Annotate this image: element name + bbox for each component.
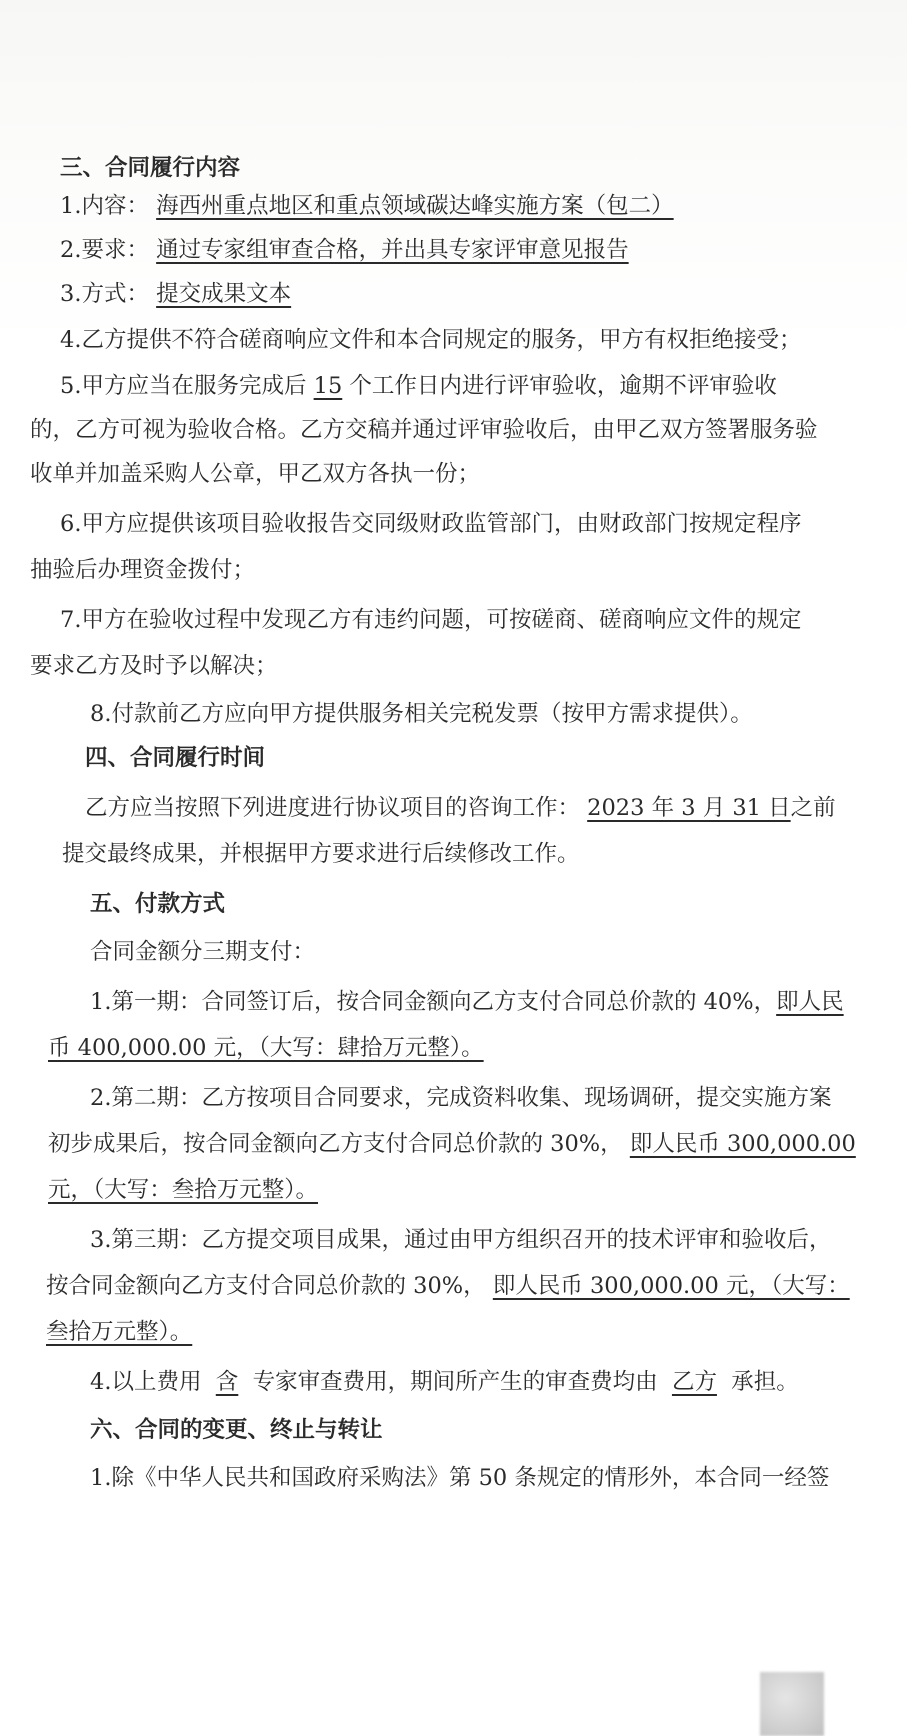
s4-line-1: 乙方应当按照下列进度进行协议项目的咨询工作： 2023 年 3 月 31 日之前 xyxy=(85,795,836,821)
s3-item-5: 5.甲方应当在服务完成后 15 个工作日内进行评审验收，逾期不评审验收 xyxy=(60,373,777,399)
s3-item-6-line-2: 抽验后办理资金拨付； xyxy=(30,557,256,583)
s3-item-7: 7.甲方在验收过程中发现乙方有违约问题，可按磋商、磋商响应文件的规定 xyxy=(60,607,802,633)
s3-item-8: 8.付款前乙方应向甲方提供服务相关完税发票（按甲方需求提供）。 xyxy=(90,701,753,727)
s3-item-6: 6.甲方应提供该项目验收报告交同级财政监管部门，由财政部门按规定程序 xyxy=(60,511,802,537)
section-5-title: 五、付款方式 xyxy=(90,891,226,917)
s5-fee-party: 乙方 xyxy=(671,1369,717,1395)
s3-item-4: 4.乙方提供不符合磋商响应文件和本合同规定的服务，甲方有权拒绝接受； xyxy=(60,327,802,353)
s5-payment-2-line-3: 元，（大写：叁拾万元整）。 xyxy=(48,1177,319,1203)
s3-item-3: 3.方式： 提交成果文本 xyxy=(60,281,292,307)
s5-intro: 合同金额分三期支付： xyxy=(90,939,316,965)
s3-item-5-line-2: 的，乙方可视为验收合格。乙方交稿并通过评审验收后，由甲乙双方签署服务验 xyxy=(30,417,818,443)
s3-item-1: 1.内容： 海西州重点地区和重点领域碳达峰实施方案（包二） xyxy=(60,193,674,219)
s5-payment-3: 3.第三期：乙方提交项目成果，通过由甲方组织召开的技术评审和验收后， xyxy=(90,1227,832,1253)
s5-payment-2-line-2: 初步成果后，按合同金额向乙方支付合同总价款的 30%， 即人民币 300,000.00 xyxy=(48,1131,856,1157)
s5-payment-1: 1.第一期：合同签订后，按合同金额向乙方支付合同总价款的 40%，即人民 xyxy=(90,989,844,1015)
s3-item-5-line-3: 收单并加盖采购人公章，甲乙双方各执一份； xyxy=(30,461,481,487)
s3-item-5-days: 15 xyxy=(313,373,343,399)
s5-payment-3-line-3: 叁拾万元整）。 xyxy=(46,1319,193,1345)
s3-item-1-value: 海西州重点地区和重点领域碳达峰实施方案（包二） xyxy=(156,193,674,219)
s3-item-2: 2.要求： 通过专家组审查合格，并出具专家评审意见报告 xyxy=(60,237,629,263)
section-3-title: 三、合同履行内容 xyxy=(60,155,241,181)
s5-fee-included: 含 xyxy=(215,1369,239,1395)
section-4-title: 四、合同履行时间 xyxy=(85,745,266,771)
s4-line-2: 提交最终成果，并根据甲方要求进行后续修改工作。 xyxy=(62,841,580,867)
s3-item-3-value: 提交成果文本 xyxy=(156,281,292,307)
s3-item-7-line-2: 要求乙方及时予以解决； xyxy=(30,653,278,679)
s3-item-2-value: 通过专家组审查合格，并出具专家评审意见报告 xyxy=(156,237,629,263)
blurred-thumbnail xyxy=(760,1672,824,1736)
s5-payment-3-line-2: 按合同金额向乙方支付合同总价款的 30%， 即人民币 300,000.00 元，（大写： xyxy=(46,1273,850,1299)
s6-item-1: 1.除《中华人民共和国政府采购法》第 50 条规定的情形外，本合同一经签 xyxy=(90,1465,830,1491)
s5-payment-1-line-2: 币 400,000.00 元，（大写：肆拾万元整）。 xyxy=(48,1035,484,1061)
section-6-title: 六、合同的变更、终止与转让 xyxy=(90,1417,383,1443)
s5-payment-4: 4.以上费用 含 专家审查费用，期间所产生的审查费均由 乙方 承担。 xyxy=(90,1369,799,1395)
s5-payment-2: 2.第二期：乙方按项目合同要求，完成资料收集、现场调研，提交实施方案 xyxy=(90,1085,832,1111)
s4-date: 2023 年 3 月 31 日 xyxy=(587,795,791,821)
